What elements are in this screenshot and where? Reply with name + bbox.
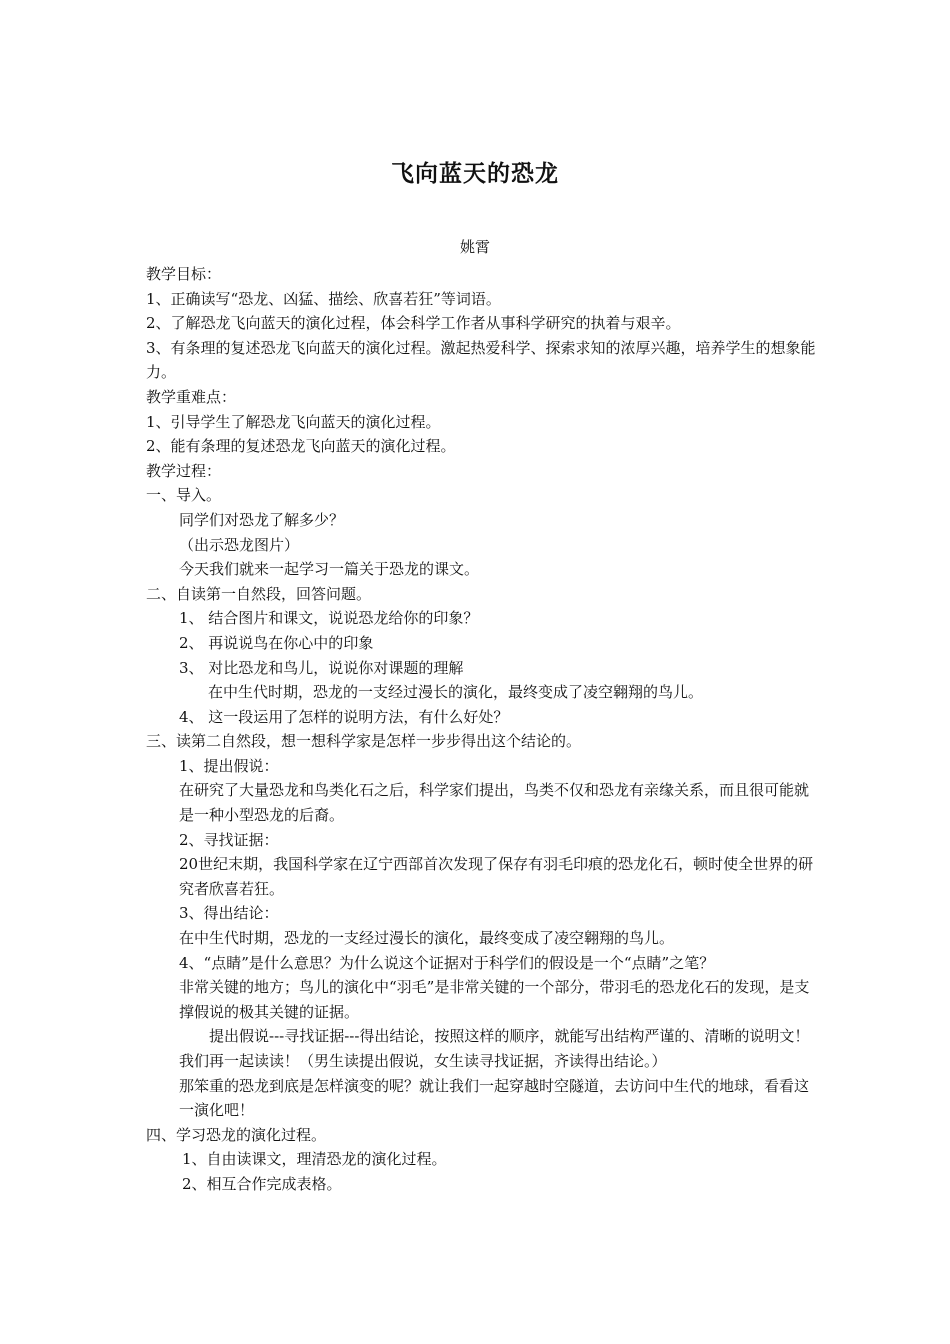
objective-item: 2、了解恐龙飞向蓝天的演化过程，体会科学工作者从事科学研究的执着与艰辛。 xyxy=(146,314,681,333)
step-heading: 三、读第二自然段，想一想科学家是怎样一步步得出这个结论的。 xyxy=(146,732,582,751)
answer-text: 在中生代时期，恐龙的一支经过漫长的演化，最终变成了凌空翱翔的鸟儿。 xyxy=(208,683,704,702)
section-heading: 教学过程： xyxy=(146,461,222,480)
paragraph: 在中生代时期，恐龙的一支经过漫长的演化，最终变成了凌空翱翔的鸟儿。 xyxy=(179,929,675,948)
author-name: 姚霄 xyxy=(459,238,490,256)
key-point-item: 2、能有条理的复述恐龙飞向蓝天的演化过程。 xyxy=(146,437,456,456)
paragraph: 20世纪末期，我国科学家在辽宁西部首次发现了保存有羽毛印痕的恐龙化石，顿时使全世界的研究者欣喜若狂。 xyxy=(179,855,814,898)
question-item: 1、 结合图片和课文，说说恐龙给你的印象？ xyxy=(179,609,479,628)
document-body xyxy=(146,262,816,1197)
section-heading: 教学重难点： xyxy=(146,387,237,406)
paragraph: 那笨重的恐龙到底是怎样演变的呢？就让我们一起穿越时空隧道，去访问中生代的地球，看看这一演化吧！ xyxy=(179,1076,810,1120)
objective-item: 3、有条理的复述恐龙飞向蓝天的演化过程。激起热爱科学、探索求知的浓厚兴趣，培养学生的想象能力。 xyxy=(146,338,816,382)
key-point-item: 1、引导学生了解恐龙飞向蓝天的演化过程。 xyxy=(146,412,441,431)
step-heading: 二、自读第一自然段，回答问题。 xyxy=(146,584,372,603)
step-heading: 四、学习恐龙的演化过程。 xyxy=(146,1125,327,1144)
sub-heading: 2、寻找证据： xyxy=(179,830,279,849)
document-title: 飞向蓝天的恐龙 xyxy=(391,160,559,187)
paragraph: 在研究了大量恐龙和鸟类化石之后，科学家们提出，鸟类不仅和恐龙有亲缘关系，而且很可能就是一种小型恐龙的后裔。 xyxy=(179,781,810,825)
question-item: 3、 对比恐龙和鸟儿，说说你对课题的理解 xyxy=(179,658,464,677)
paragraph: 提出假说---寻找证据---得出结论，按照这样的顺序，就能写出结构严谨的、清晰的说明文！我们再一起读读！（男生读提出假说，女生读寻找证据，齐读得出结论。） xyxy=(179,1027,810,1070)
paragraph: 非常关键的地方；鸟儿的演化中“羽毛”是非常关键的一个部分，带羽毛的恐龙化石的发现，是支撑假说的极其关键的证据。 xyxy=(179,978,810,1021)
question-item: 2、 再说说鸟在你心中的印象 xyxy=(179,633,374,652)
step-heading: 一、导入。 xyxy=(146,486,222,505)
question-item: 4、 这一段运用了怎样的说明方法，有什么好处？ xyxy=(179,707,509,726)
sub-heading: 1、提出假说： xyxy=(179,756,279,775)
task-item: 1、自由读课文，理清恐龙的演化过程。 xyxy=(182,1150,447,1169)
paragraph: 今天我们就来一起学习一篇关于恐龙的课文。 xyxy=(179,560,480,579)
question-item: 4、“点睛”是什么意思？为什么说这个证据对于科学们的假设是一个“点睛”之笔？ xyxy=(179,953,715,972)
section-heading: 教学目标： xyxy=(146,265,222,283)
task-item: 2、相互合作完成表格。 xyxy=(182,1174,342,1193)
sub-heading: 3、得出结论： xyxy=(179,904,279,923)
paragraph: （出示恐龙图片） xyxy=(179,535,300,554)
paragraph: 同学们对恐龙了解多少？ xyxy=(179,510,345,529)
objective-item: 1、正确读写“恐龙、凶猛、描绘、欣喜若狂”等词语。 xyxy=(146,289,501,308)
